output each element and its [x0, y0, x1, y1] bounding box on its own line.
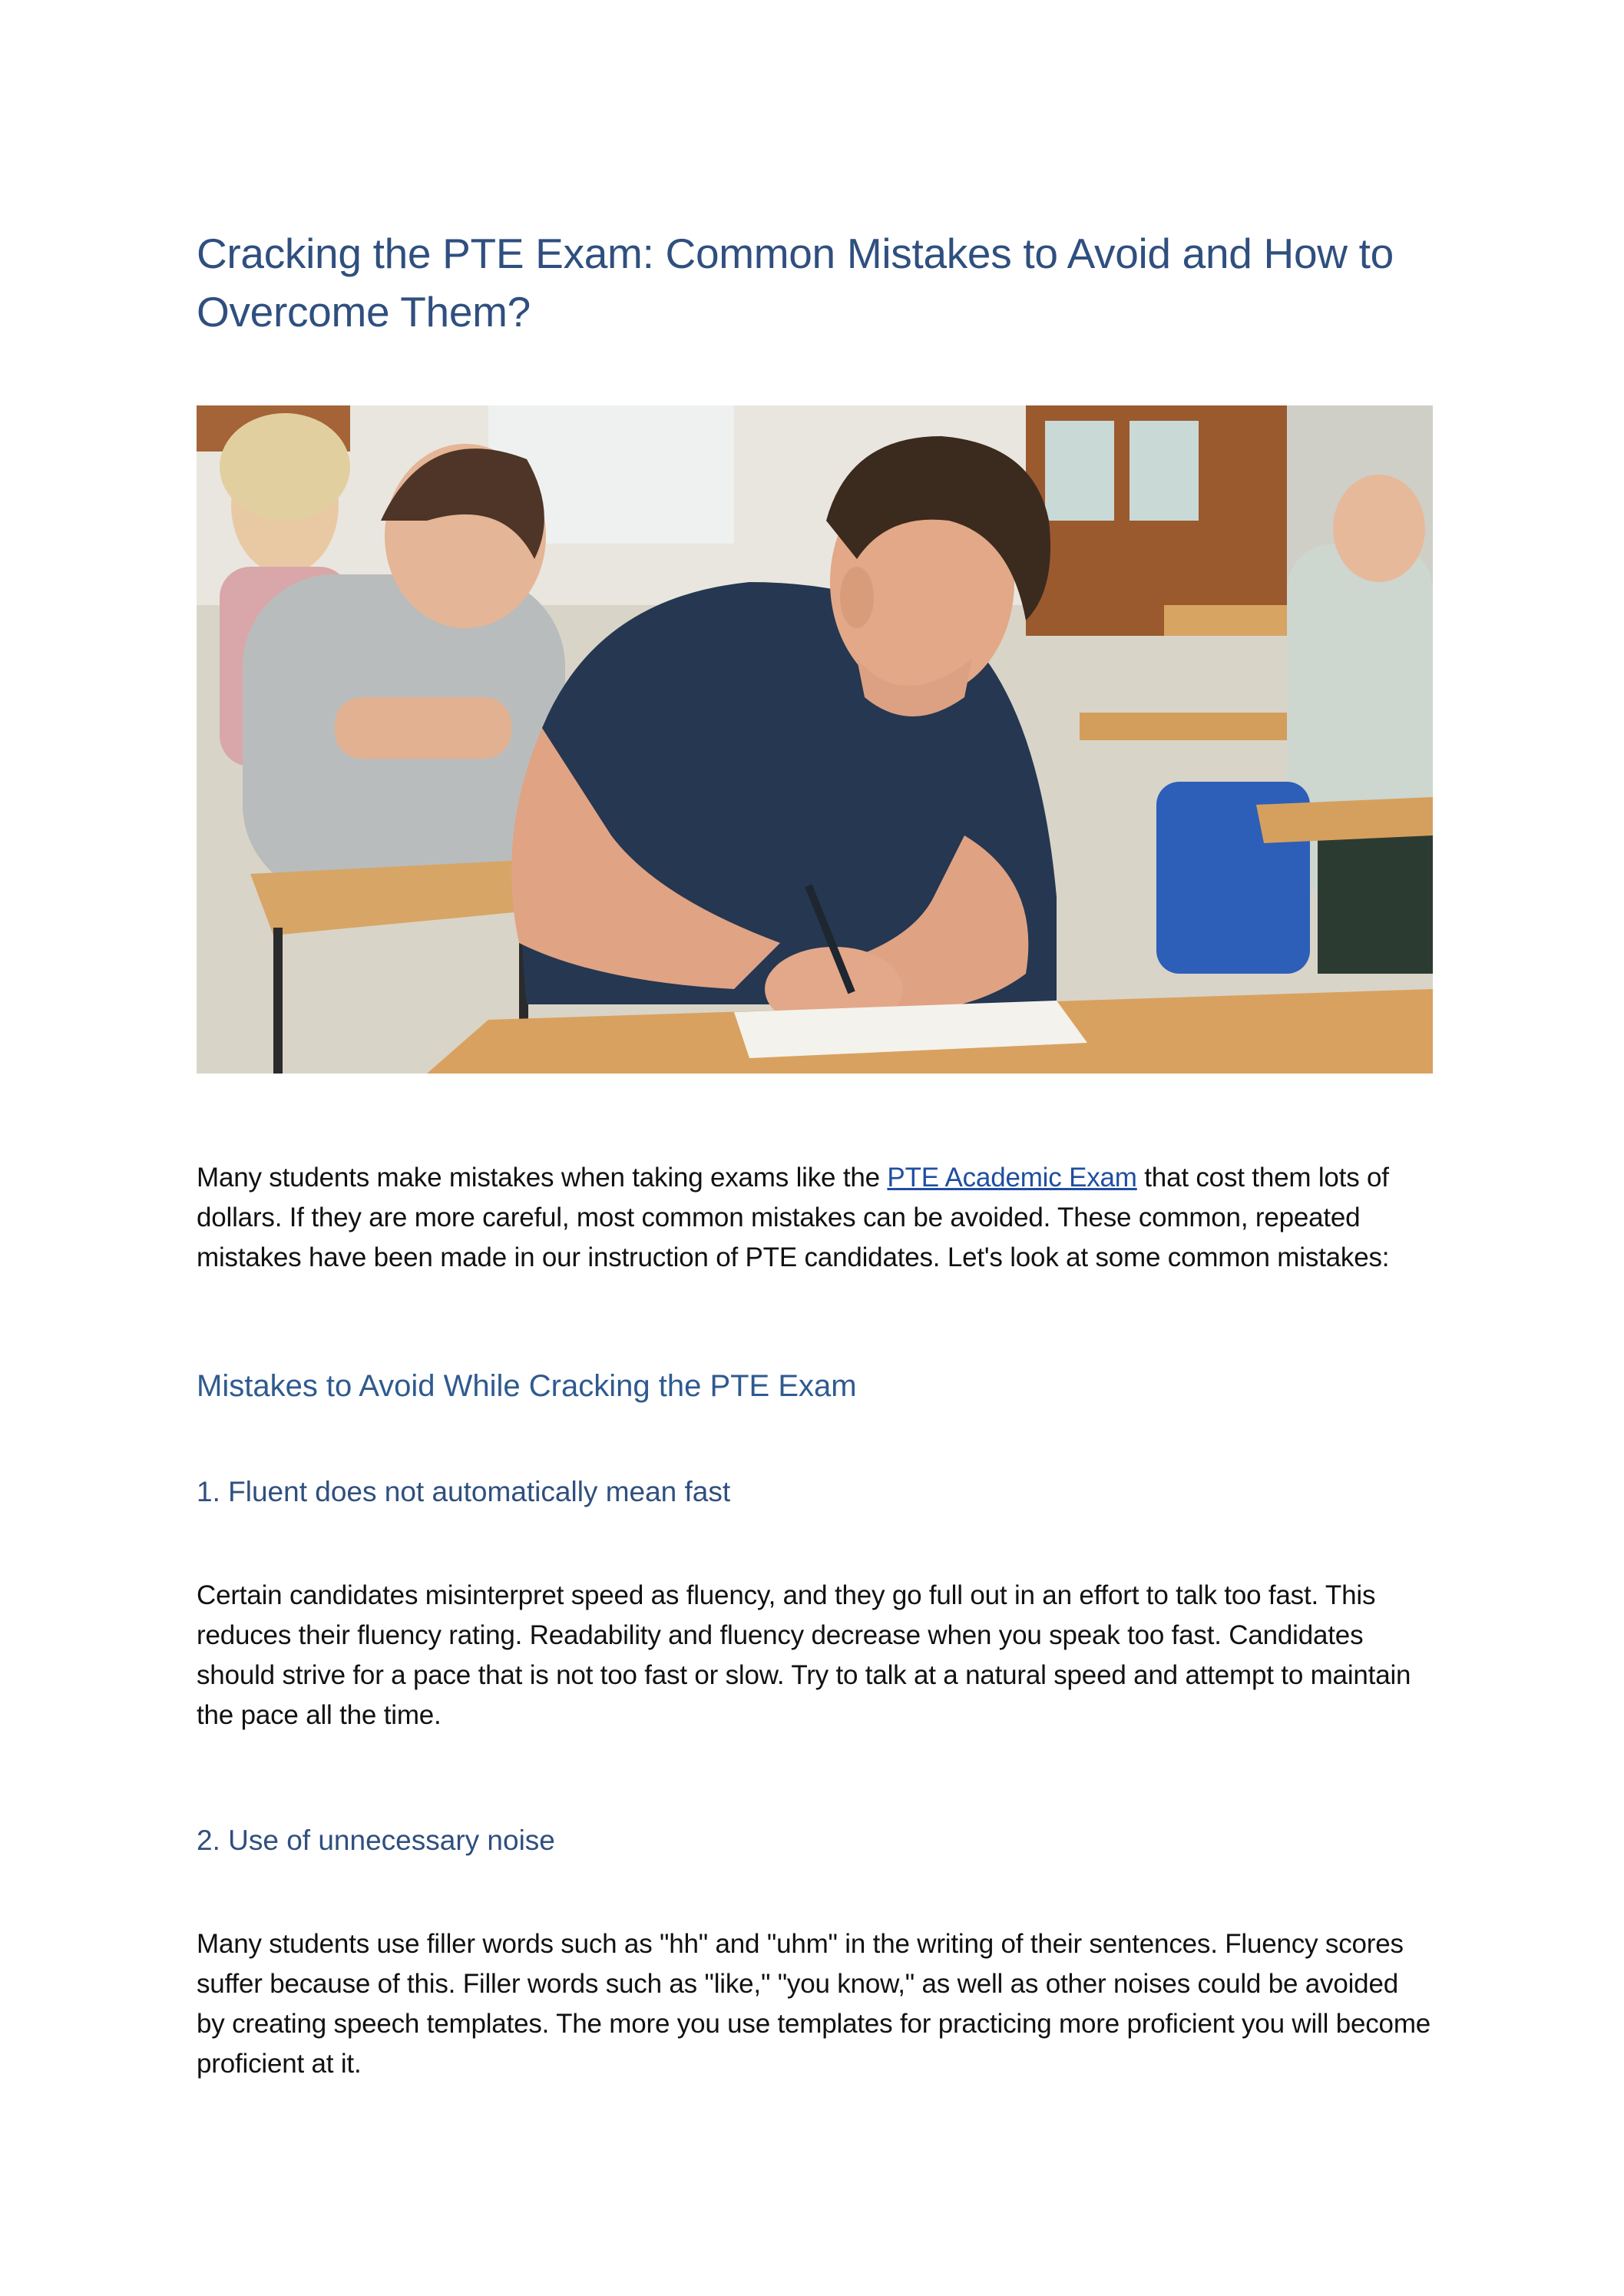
- intro-paragraph: [197, 1158, 1433, 1278]
- hero-image: [197, 405, 1433, 1074]
- item-heading-1: 1. Fluent does not automatically mean fast: [197, 1476, 731, 1507]
- intro-text-after: that cost them lots of dollars. If they are more careful, most common mistakes can be avoided. These common, repeated mistakes have been made in our instruction of PTE candidates. Let's look at some common mistakes:: [197, 1163, 1390, 1272]
- intro-text-before: Many students make mistakes when taking exams like the: [197, 1163, 888, 1193]
- classroom-photo-illustration: [197, 405, 1433, 1074]
- pte-academic-exam-link[interactable]: PTE Academic Exam: [887, 1163, 1137, 1193]
- section-heading: Mistakes to Avoid While Cracking the PTE Exam: [197, 1369, 857, 1403]
- item-body-2: Many students use filler words such as "hh" and "uhm" in the writing of their sentences. Fluency scores suffer because of this. Filler words such as "like," "you know," as well as other noises could be avoided by creating speech templates. The more you use templates for practicing more proficient you will become proficient at it.: [197, 1929, 1431, 2079]
- item-heading-2: 2. Use of unnecessary noise: [197, 1825, 555, 1856]
- page-title: Cracking the PTE Exam: Common Mistakes to Avoid and How to Overcome Them?: [197, 230, 1394, 336]
- title-block: [197, 224, 1433, 341]
- item-body-1: Certain candidates misinterpret speed as fluency, and they go full out in an effort to talk too fast. This reduces their fluency rating. Readability and fluency decrease when you speak too fast. Candidates should strive for a pace that is not too fast or slow. Try to talk at a natural speed and attempt to maintain the pace all the time.: [197, 1580, 1411, 1730]
